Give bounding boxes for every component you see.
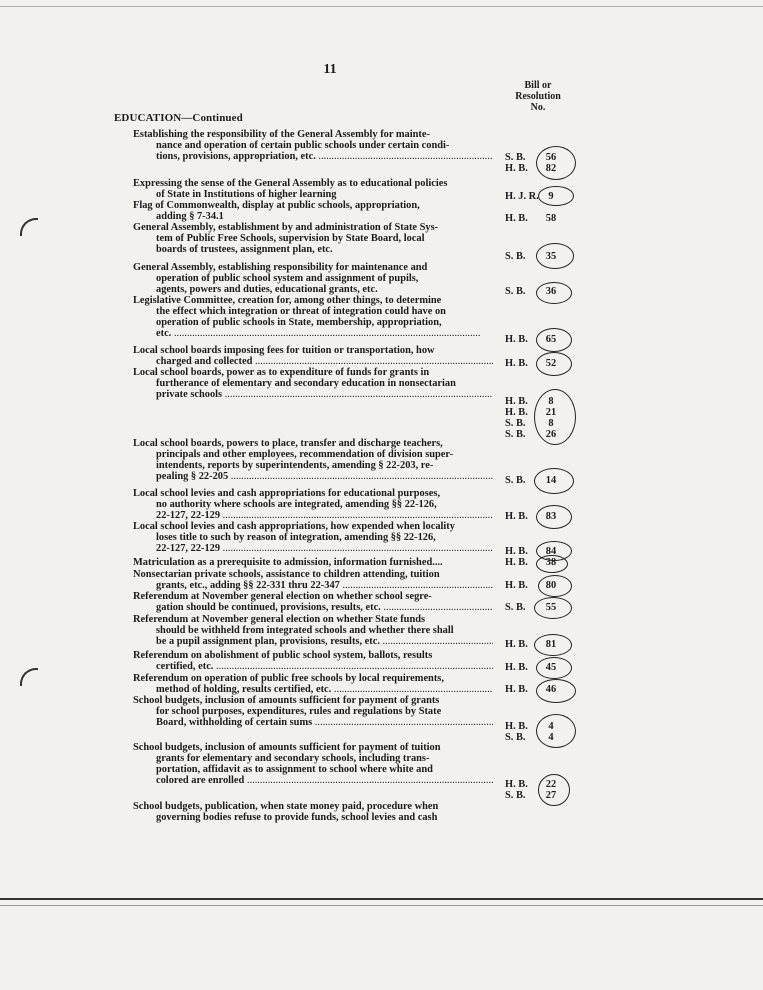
handwritten-circle [538,774,570,806]
handwritten-circle [536,679,576,703]
entry-line: Flag of Commonwealth, display at public schools, appropriation, [133,200,420,211]
handwritten-circle [536,282,572,304]
handwritten-circle [536,657,572,679]
scan-mark [20,218,38,236]
index-entry [110,262,493,295]
index-entry [110,129,493,162]
bill-ref: H. B. 82 [505,163,557,174]
index-entry [110,222,493,255]
entry-line: agents, powers and duties, educational grants, etc. [156,284,378,295]
handwritten-circle [536,243,574,269]
entry-line: should be withheld from integrated schools and whether there shall [156,625,454,636]
handwritten-circle [534,389,576,445]
entry-line: nance and operation of certain public schools under certain condi- [156,140,450,151]
bill-ref: H. B. 83 [505,511,557,522]
index-entry [110,650,493,672]
entry-line: adding § 7-34.1 [156,211,224,222]
entry-line: General Assembly, establishment by and administration of State Sys- [133,222,439,233]
entry-line: grants, etc., adding §§ 22-331 thru 22-347 ..... [133,580,493,591]
entry-line: colored are enrolled ..... [133,775,493,786]
bill-ref: S. B. 4 [505,732,554,743]
bill-ref: S. B. 55 [505,602,557,613]
entry-line: for school purposes, expenditures, rules and regulations by State [156,706,442,717]
entry-line: Nonsectarian private schools, assistance to children attending, tuition [133,569,440,580]
entry-line: Local school levies and cash appropriations for educational purposes, [133,488,441,499]
bill-ref: H. B. 80 [505,580,557,591]
entry-line: boards of trustees, assignment plan, etc. [156,244,333,255]
index-entry [110,295,493,339]
entry-line: be a pupil assignment plan, provisions, results, etc. ..... [133,636,493,647]
entry-line: operation of public school system and assignment of pupils, [156,273,419,284]
index-entry [110,345,493,367]
entry-line: Establishing the responsibility of the General Assembly for mainte- [133,129,430,140]
handwritten-circle [536,352,572,376]
bill-ref: S. B. 14 [505,475,557,486]
entry-line: intendents, reports by superintendents, amending § 22-203, re- [156,460,434,471]
index-entry [110,178,493,200]
index-entry [110,801,493,823]
entry-line: Referendum on operation of public free schools by local requirements, [133,673,444,684]
bill-ref: H. B. 84 [505,546,557,557]
entry-line: etc. ..... [133,328,493,339]
handwritten-circle [536,328,572,352]
entry-line: Local school boards, powers to place, transfer and discharge teachers, [133,438,443,449]
index-entry [110,367,493,400]
entry-line: tem of Public Free Schools, supervision by State Board, local [156,233,425,244]
entry-line: School budgets, inclusion of amounts sufficient for payment of tuition [133,742,441,753]
index-entry [110,521,493,554]
entry-line: Legislative Committee, creation for, among other things, to determine [133,295,442,306]
handwritten-circle [534,634,572,656]
index-entry [110,569,493,591]
section-title: EDUCATION—Continued [114,112,243,124]
entry-line: grants for elementary and secondary schools, including trans- [156,753,430,764]
entry-line: operation of public schools in State, membership, appropriation, [156,317,442,328]
entry-line: the effect which integration or threat of integration could have on [156,306,446,317]
bill-ref: H. B. 21 [505,407,557,418]
bill-ref: H. J. R. 9 [505,191,554,202]
entry-line: private schools ..... [133,389,493,400]
bill-ref: S. B. 8 [505,418,554,429]
entry-line: General Assembly, establishing responsibility for maintenance and [133,262,428,273]
handwritten-circle [538,186,574,206]
column-header-line: No. [530,102,546,113]
scan-edge-line [0,6,763,7]
entry-line: Matriculation as a prerequisite to admission, information furnished.... [133,557,443,568]
page-bottom-rule-thin [0,905,763,906]
entry-line: 22-127, 22-129 ..... [133,510,493,521]
entry-line: Board, withholding of certain sums ..... [133,717,493,728]
index-entry [110,614,493,647]
entry-line: School budgets, inclusion of amounts sufficient for payment of grants [133,695,440,706]
index-entry [110,557,493,568]
handwritten-circle [534,597,572,619]
handwritten-circle [534,468,574,494]
bill-ref: S. B. 56 [505,152,557,163]
entry-line: portation, affidavit as to assignment to school where white and [156,764,433,775]
page-number: 11 [323,62,337,77]
entry-line: no authority where schools are integrated, amending §§ 22-126, [156,499,437,510]
bill-ref: H. B. 65 [505,334,557,345]
entry-line: certified, etc. ..... [133,661,493,672]
bill-ref: H. B. 4 [505,721,554,732]
bill-ref: H. B. 8 [505,396,554,407]
handwritten-circle [536,714,576,748]
entry-line: pealing § 22-205 ..... [133,471,493,482]
bill-ref: S. B. 36 [505,286,557,297]
handwritten-circle [536,146,576,180]
handwritten-circle [536,505,572,529]
bill-ref: H. B. 81 [505,639,557,650]
entry-line: of State in Institutions of higher learning [156,189,337,200]
column-header [498,80,578,113]
index-entry [110,742,493,786]
bill-ref: H. B. 46 [505,684,557,695]
handwritten-circle [538,575,572,597]
entry-line: charged and collected ..... [133,356,493,367]
entry-line: tions, provisions, appropriation, etc. ..... [133,151,493,162]
entry-line: 22-127, 22-129 ..... [133,543,493,554]
index-entry [110,591,493,613]
index-entry [110,673,493,695]
entry-line: Local school boards, power as to expenditure of funds for grants in [133,367,430,378]
index-entry [110,488,493,521]
column-header-line: Resolution [515,91,561,102]
entry-line: method of holding, results certified, etc. ..... [133,684,493,695]
entry-line: Referendum on abolishment of public school system, ballots, results [133,650,433,661]
bill-ref: S. B. 26 [505,429,557,440]
entry-line: governing bodies refuse to provide funds, school levies and cash [156,812,438,823]
page-bottom-rule [0,898,763,900]
index-entry [110,438,493,482]
bill-ref: S. B. 27 [505,790,557,801]
entry-line: furtherance of elementary and secondary education in nonsectarian [156,378,456,389]
handwritten-circle [536,555,568,573]
index-entry [110,200,493,222]
entry-line: School budgets, publication, when state money paid, procedure when [133,801,439,812]
entry-line: principals and other employees, recommendation of division super- [156,449,454,460]
index-entry [110,695,493,728]
bill-ref: S. B. 35 [505,251,557,262]
entry-line: loses title to such by reason of integration, amending §§ 22-126, [156,532,436,543]
bill-ref: H. B. 45 [505,662,557,673]
bill-ref: H. B. 52 [505,358,557,369]
scan-mark [20,668,38,686]
entry-line: Local school levies and cash appropriations, how expended when locality [133,521,455,532]
entry-line: Referendum at November general election on whether State funds [133,614,426,625]
bill-ref: H. B. 22 [505,779,557,790]
column-header-line: Bill or [524,80,552,91]
entry-line: Expressing the sense of the General Assembly as to educational policies [133,178,448,189]
entry-line: Referendum at November general election on whether school segre- [133,591,432,602]
entry-line: Local school boards imposing fees for tuition or transportation, how [133,345,435,356]
bill-ref: H. B. 58 [505,213,557,224]
entry-line: gation should be continued, provisions, results, etc. ..... [133,602,493,613]
bill-ref: H. B. 38 [505,557,557,568]
